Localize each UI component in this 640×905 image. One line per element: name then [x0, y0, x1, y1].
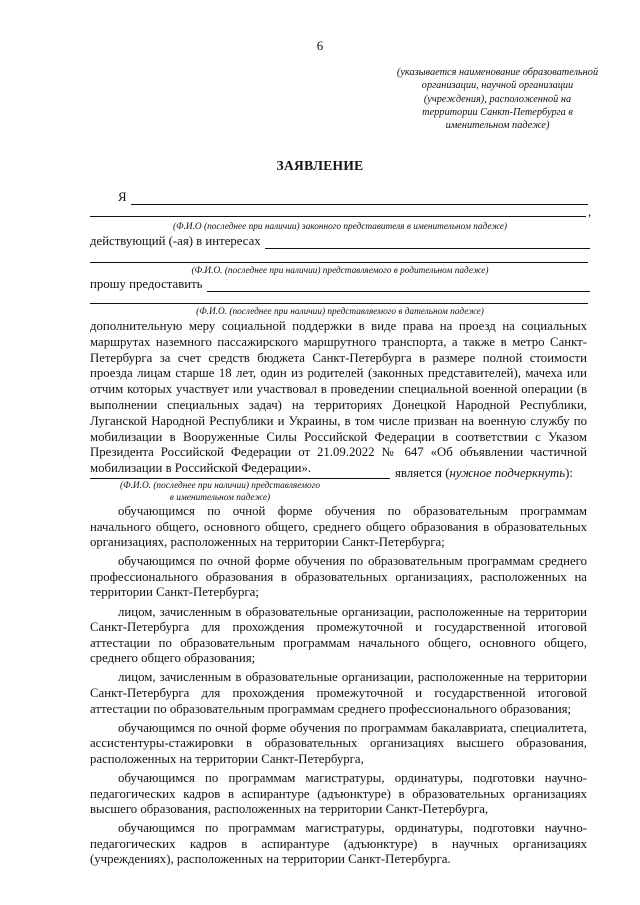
status-option[interactable]: обучающимся по очной форме обучения по образовательным программам среднего профессионального образования в образовательных организациях, расположенных на территории Санкт-Петербурга; [90, 554, 587, 600]
status-option[interactable]: обучающимся по очной форме обучения по образовательным программам начального общего, основного общего, среднего общего образования в образовательных организациях, расположенных на территории Санкт-Петербурга; [90, 504, 587, 550]
acting-row [90, 234, 590, 249]
request-row [90, 277, 590, 292]
addressee-note: (указывается наименование образовательной организации, научной организации (учреждения), расположенной на территории Санкт-Петербурга в именительном падеже) [396, 67, 599, 132]
status-option[interactable]: лицом, зачисленным в образовательные организации, расположенные на территории Санкт-Петербурга для прохождения промежуточной и государственной итоговой аттестации по образовательным программам начального общего, основного общего, среднего общего образования; [90, 604, 587, 666]
declared-name-line[interactable] [90, 478, 390, 479]
recipient-name-line[interactable] [207, 279, 590, 292]
represented-name-line[interactable] [265, 236, 590, 249]
applicant-name-line-2[interactable] [90, 216, 586, 217]
caption-represented-dative: (Ф.И.О. (последнее при наличии) представляемого в дательном падеже) [196, 307, 484, 317]
declares-text [395, 466, 573, 481]
comma: , [588, 205, 592, 219]
main-paragraph: дополнительную меру социальной поддержки в виде права на проезд на социальных маршрутах наземного пассажирского маршрутного транспорта, а также в метро Санкт-Петербурга за счет средств бюджета Санкт-Петербурга в размере полной стоимости проезда лицам старше 18 лет, один из родителей (законных представителей), мачеха или отчим которых участвует или участвовал в проведении специальной военной операции (в выполнении специальных задач) на территориях Донецкой Народной Республики, Луганской Народной Республики и Украины, в том числе призван на военную службу по мобилизации в Вооруженные Силы Российской Федерации в соответствии с Указом Президента Российской Федерации от 21.09.2022 № 647 «Об объявлении частичной мобилизации в Российской Федерации». [90, 319, 587, 476]
caption-applicant: (Ф.И.О (последнее при наличии) законного представителя в именительном падеже) [173, 222, 507, 232]
applicant-name-line[interactable] [131, 192, 588, 205]
declares-suffix: ): [565, 466, 573, 480]
declares-prefix: является ( [395, 466, 450, 480]
declares-emphasis: нужное подчеркнуть [449, 466, 566, 480]
document-title: ЗАЯВЛЕНИЕ [276, 158, 364, 173]
status-option[interactable]: обучающимся по программам магистратуры, ординатуры, подготовки научно-педагогических кадров в аспирантуре (адъюнктуре) в научных организациях (учреждениях), расположенных на территории Санкт-Петербурга. [90, 821, 587, 867]
status-option[interactable]: обучающимся по очной форме обучения по программам бакалавриата, специалитета, ассистентуры-стажировки в образовательных организациях высшего образования, расположенных на территории Санкт-Петербурга, [90, 720, 587, 766]
request-label: прошу предоставить [90, 277, 203, 291]
ya-label: Я [118, 190, 127, 204]
status-options [90, 504, 587, 872]
caption-represented-nominative: (Ф.И.О. (последнее при наличии) представляемого в именительном падеже) [120, 481, 320, 503]
applicant-row [118, 190, 588, 205]
caption-represented-genitive: (Ф.И.О. (последнее при наличии) представляемого в родительном падеже) [191, 266, 489, 276]
status-option[interactable]: лицом, зачисленным в образовательные организации, расположенные на территории Санкт-Петербурга для прохождения промежуточной и государственной итоговой аттестации по образовательным программам среднего профессионального образования; [90, 670, 587, 716]
acting-label: действующий (-ая) в интересах [90, 234, 261, 248]
status-option[interactable]: обучающимся по программам магистратуры, ординатуры, подготовки научно-педагогических кадров в аспирантуре (адъюнктуре) в образовательных организациях высшего образования, расположенных на территории Санкт-Петербурга, [90, 771, 587, 817]
recipient-name-line-2[interactable] [90, 303, 588, 304]
page-number: 6 [316, 38, 324, 53]
represented-name-line-2[interactable] [90, 262, 588, 263]
